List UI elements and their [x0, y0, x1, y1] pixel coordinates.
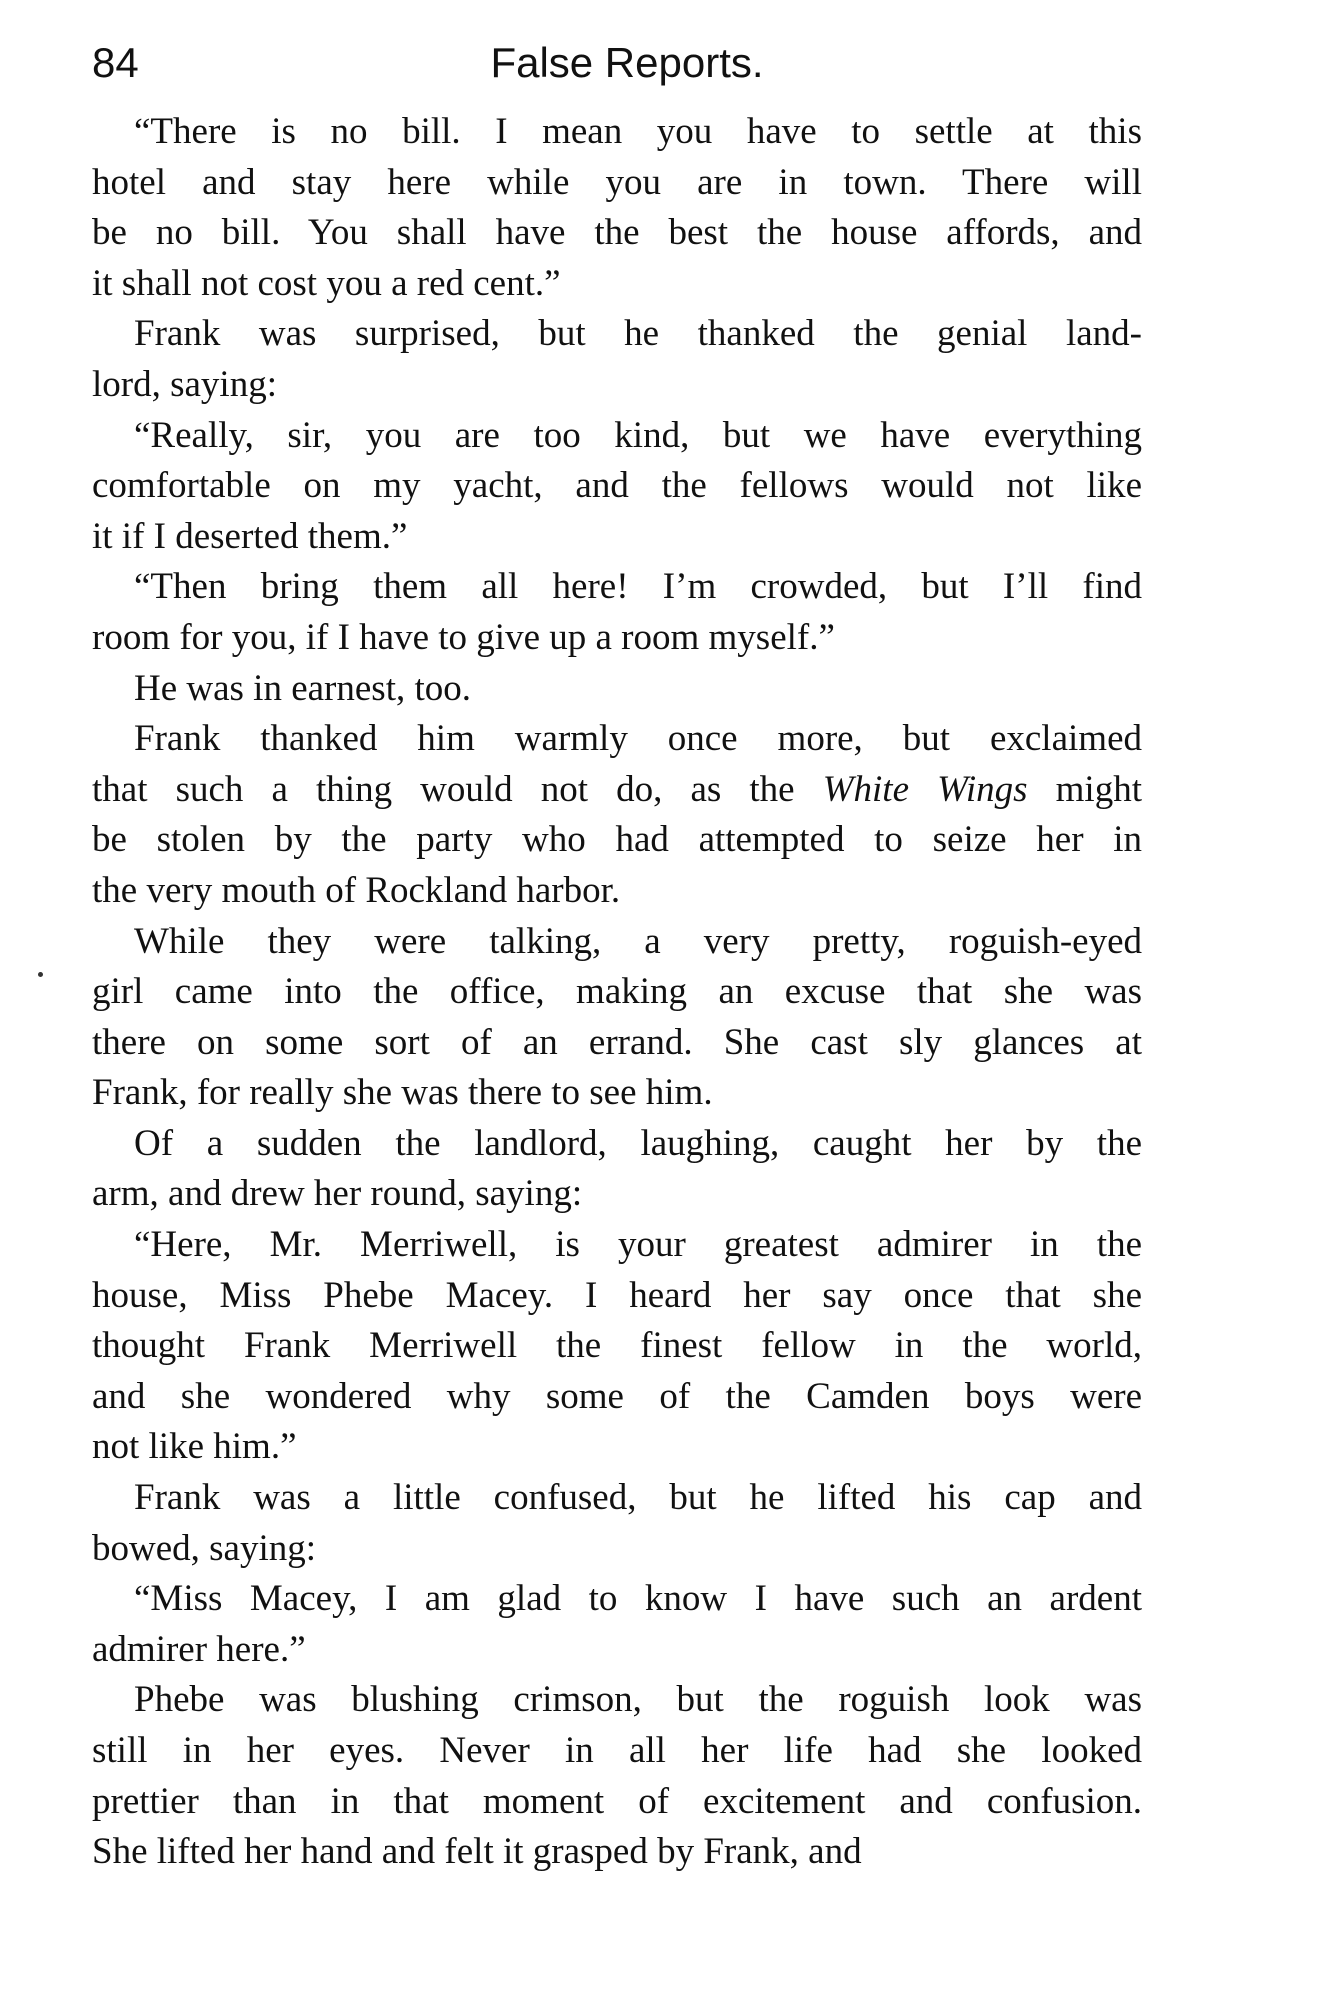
text-line — [92, 1726, 1142, 1777]
text-line — [92, 866, 1142, 917]
paragraph — [92, 309, 1142, 410]
text-line — [92, 411, 1142, 462]
page-number: 84 — [92, 39, 139, 86]
text-line — [92, 1675, 1142, 1726]
text-segment: He was in earnest, too. — [134, 667, 472, 709]
text-segment: there on some sort of an errand. She cast sly glances at — [92, 1021, 1142, 1063]
text-line — [92, 1220, 1142, 1271]
text-segment: might — [1027, 768, 1142, 810]
paragraph — [92, 107, 1142, 309]
text-segment: Frank thanked him warmly once more, but exclaimed — [134, 718, 1142, 760]
text-segment: lord, saying: — [92, 363, 277, 405]
text-line — [92, 1473, 1142, 1524]
paragraph — [92, 664, 1142, 715]
text-line — [92, 208, 1142, 259]
text-segment: be no bill. You shall have the best the house affords, and — [92, 212, 1142, 254]
text-segment: thought Frank Merriwell the finest fellow in the world, — [92, 1325, 1142, 1367]
text-segment: room for you, if I have to give up a room myself.” — [92, 616, 835, 658]
text-segment: “Miss Macey, I am glad to know I have such an ardent — [134, 1578, 1142, 1620]
text-line — [92, 512, 1142, 563]
text-segment: Frank, for really she was there to see him. — [92, 1072, 713, 1114]
paragraph — [92, 1473, 1142, 1574]
text-segment: hotel and stay here while you are in town. There will — [92, 161, 1142, 203]
text-line — [92, 1524, 1142, 1575]
text-line — [92, 1422, 1142, 1473]
italic-text: White Wings — [822, 768, 1028, 810]
text-line — [92, 1321, 1142, 1372]
text-segment: bowed, saying: — [92, 1527, 317, 1569]
text-segment: While they were talking, a very pretty, roguish-eyed — [134, 920, 1142, 962]
text-line — [92, 815, 1142, 866]
text-segment: “There is no bill. I mean you have to settle at this — [134, 111, 1142, 152]
text-segment: be stolen by the party who had attempted to seize her in — [92, 819, 1142, 861]
text-line — [92, 1068, 1142, 1119]
text-line — [92, 967, 1142, 1018]
text-line — [92, 1119, 1142, 1170]
text-line — [92, 613, 1142, 664]
text-line — [92, 1271, 1142, 1322]
paragraph — [92, 1119, 1142, 1220]
text-line — [92, 1827, 1142, 1878]
text-segment: comfortable on my yacht, and the fellows would not like — [92, 465, 1142, 507]
text-line — [92, 1169, 1142, 1220]
text-line — [92, 107, 1142, 158]
text-line — [92, 1574, 1142, 1625]
text-line — [92, 309, 1142, 360]
text-segment: “Then bring them all here! I’m crowded, but I’ll find — [134, 566, 1142, 608]
paragraph — [92, 1675, 1142, 1877]
text-segment: “Here, Mr. Merriwell, is your greatest admirer in the — [134, 1224, 1142, 1266]
text-segment: girl came into the office, making an excuse that she was — [92, 971, 1142, 1013]
text-segment: it shall not cost you a red cent.” — [92, 262, 561, 304]
text-line — [92, 1018, 1142, 1069]
text-segment: house, Miss Phebe Macey. I heard her say once that she — [92, 1274, 1142, 1316]
text-segment: and she wondered why some of the Camden boys were — [92, 1375, 1142, 1417]
text-segment: that such a thing would not do, as the — [92, 768, 823, 810]
text-line — [92, 664, 1142, 715]
text-line — [92, 1372, 1142, 1423]
text-segment: not like him.” — [92, 1426, 297, 1468]
text-segment: Frank was a little confused, but he lifted his cap and — [134, 1477, 1142, 1519]
text-segment: Phebe was blushing crimson, but the roguish look was — [134, 1679, 1142, 1721]
text-line — [92, 562, 1142, 613]
paragraph — [92, 714, 1142, 916]
text-line — [92, 917, 1142, 968]
text-line — [92, 158, 1142, 209]
text-line — [92, 360, 1142, 411]
paragraph — [92, 1574, 1142, 1675]
text-line — [92, 1625, 1142, 1676]
text-segment: She lifted her hand and felt it grasped by Frank, and — [92, 1831, 862, 1873]
paragraph — [92, 1220, 1142, 1473]
text-segment: still in her eyes. Never in all her life had she looked — [92, 1730, 1142, 1771]
text-segment: prettier than in that moment of excitement and confusion. — [92, 1780, 1142, 1822]
paragraph — [92, 562, 1142, 663]
running-head: False Reports. — [490, 39, 764, 86]
text-segment: “Really, sir, you are too kind, but we have everything — [134, 414, 1142, 456]
page-header — [92, 28, 1142, 98]
text-segment: it if I deserted them.” — [92, 515, 408, 557]
text-segment: admirer here.” — [92, 1628, 306, 1670]
paragraph — [92, 917, 1142, 1119]
text-segment: Frank was surprised, but he thanked the genial land- — [134, 313, 1142, 355]
text-line — [92, 1777, 1142, 1828]
body-text — [92, 107, 1142, 1878]
text-line — [92, 259, 1142, 310]
text-segment: Of a sudden the landlord, laughing, caught her by the — [134, 1122, 1142, 1164]
text-segment: the very mouth of Rockland harbor. — [92, 869, 621, 911]
text-line — [92, 765, 1142, 816]
text-segment: arm, and drew her round, saying: — [92, 1173, 583, 1215]
text-line — [92, 461, 1142, 512]
text-line — [92, 714, 1142, 765]
paragraph — [92, 411, 1142, 563]
print-speck — [38, 972, 43, 977]
